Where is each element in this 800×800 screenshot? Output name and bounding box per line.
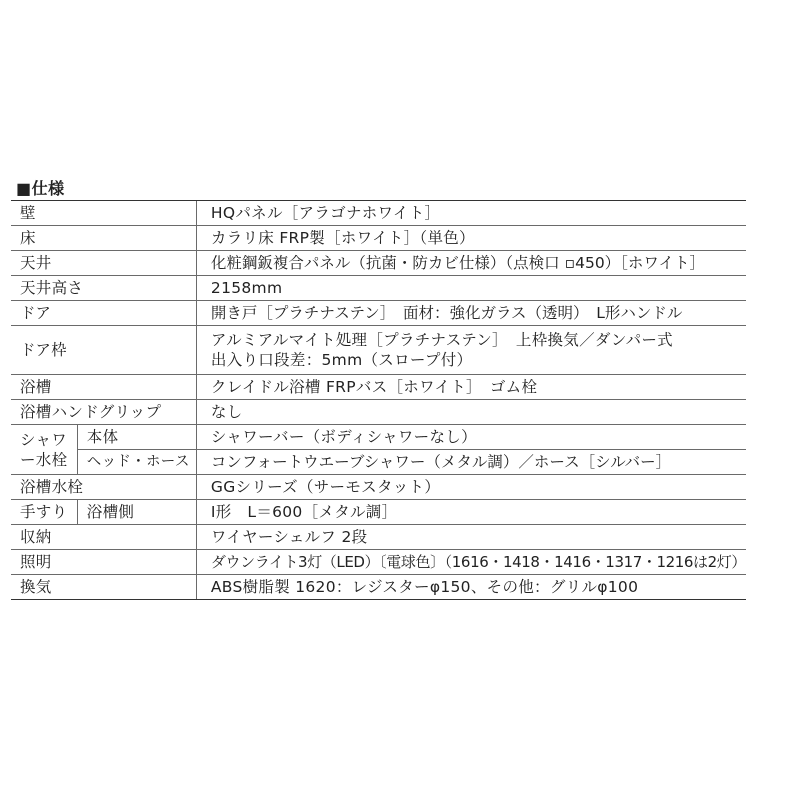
row-value: 開き戸［プラチナステン］ 面材：強化ガラス（透明） L形ハンドル [196, 301, 746, 326]
table-row [11, 201, 746, 226]
table-row [11, 525, 746, 550]
table-row [11, 375, 746, 400]
row-value: HQパネル［アラゴナホワイト］ [196, 201, 746, 226]
row-value: GGシリーズ（サーモスタット） [196, 475, 746, 500]
row-sub-label: 本体 [77, 425, 196, 450]
row-label: 換気 [11, 575, 196, 600]
table-row [11, 575, 746, 600]
row-sub-label: 浴槽側 [77, 500, 196, 525]
row-value-line: アルミアルマイト処理［プラチナステン］ 上枠換気／ダンパー式 [210, 331, 673, 349]
section-title: ■仕様 [16, 179, 65, 198]
row-value: ダウンライト3灯（LED）〔電球色〕（1616・1418・1416・1317・1216は2灯） [196, 550, 746, 575]
row-label: 天井高さ [11, 276, 196, 301]
row-value: カラリ床 FRP製［ホワイト］（単色） [196, 226, 746, 251]
spec-table [11, 200, 746, 600]
row-value: シャワーバー（ボディシャワーなし） [196, 425, 746, 450]
row-group-label: 手すり [11, 500, 77, 525]
row-label: 天井 [11, 251, 196, 276]
row-value: クレイドル浴槽 FRPバス［ホワイト］ ゴム栓 [196, 375, 746, 400]
table-row [11, 550, 746, 575]
row-group-label-text: シャワー水栓 [20, 430, 68, 469]
row-label: 床 [11, 226, 196, 251]
table-row [11, 475, 746, 500]
row-value: 化粧鋼鈑複合パネル（抗菌・防カビ仕様）（点検口 ▫450）［ホワイト］ [196, 251, 746, 276]
row-value: Ⅰ形 L＝600［メタル調］ [196, 500, 746, 525]
row-value [196, 326, 746, 375]
row-value: なし [196, 400, 746, 425]
table-row [11, 326, 746, 375]
row-label: 浴槽水栓 [11, 475, 196, 500]
table-row [11, 251, 746, 276]
row-value: ABS樹脂製 1620：レジスターφ150、その他：グリルφ100 [196, 575, 746, 600]
row-label: ドア枠 [11, 326, 196, 375]
row-label: 壁 [11, 201, 196, 226]
table-row [11, 450, 746, 475]
row-value-line: 出入り口段差：5mm（スロープ付） [210, 351, 473, 369]
table-row [11, 276, 746, 301]
row-value: ワイヤーシェルフ 2段 [196, 525, 746, 550]
table-row [11, 226, 746, 251]
row-sub-label: ヘッド・ホース [77, 450, 196, 475]
row-value: コンフォートウエーブシャワー（メタル調）／ホース［シルバー］ [196, 450, 746, 475]
table-row [11, 301, 746, 326]
row-label: 浴槽ハンドグリップ [11, 400, 196, 425]
row-group-label [11, 425, 77, 475]
table-row [11, 500, 746, 525]
row-label: 照明 [11, 550, 196, 575]
row-label: 浴槽 [11, 375, 196, 400]
row-label: 収納 [11, 525, 196, 550]
row-value: 2158mm [196, 276, 746, 301]
row-label: ドア [11, 301, 196, 326]
table-row [11, 425, 746, 450]
table-row [11, 400, 746, 425]
